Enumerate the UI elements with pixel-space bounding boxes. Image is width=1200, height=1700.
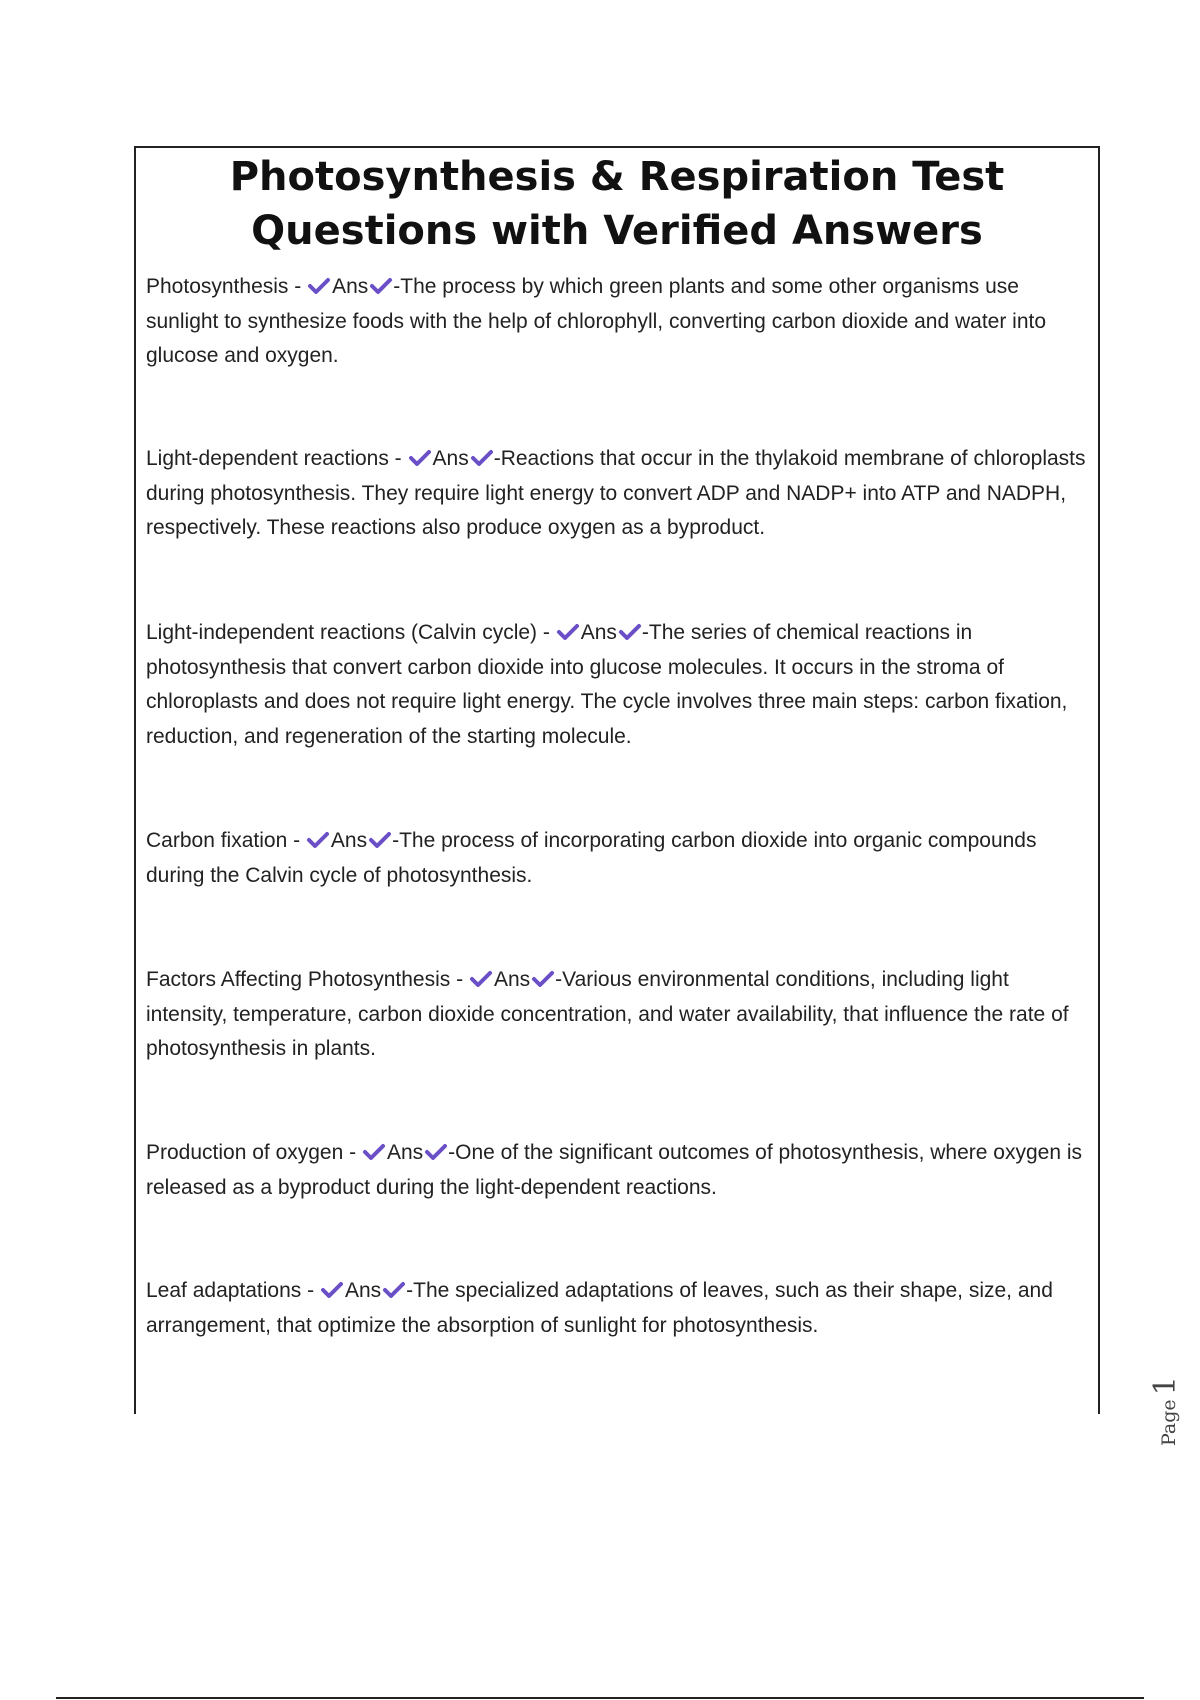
ans-label: Ans bbox=[330, 829, 368, 852]
check-icon bbox=[618, 623, 642, 641]
check-icon bbox=[320, 1281, 344, 1299]
check-icon bbox=[556, 623, 580, 641]
answer: -The specialized adaptations of leaves, such as their shape, size, and arrangement, that optimize the absorption of sunlight for photosynthesis. bbox=[146, 1279, 1053, 1337]
qa-entry bbox=[146, 616, 1094, 754]
ans-label: Ans bbox=[386, 1141, 424, 1164]
answer: -The process of incorporating carbon dioxide into organic compounds during the Calvin cycle of photosynthesis. bbox=[146, 829, 1037, 887]
ans-label: Ans bbox=[344, 1279, 382, 1302]
answer: -The process by which green plants and some other organisms use sunlight to synthesize foods with the help of chlorophyll, converting carbon dioxide and water into glucose and oxygen. bbox=[146, 275, 1047, 367]
check-icon bbox=[470, 449, 494, 467]
check-icon bbox=[368, 831, 392, 849]
check-icon bbox=[424, 1143, 448, 1161]
document-title: Photosynthesis & Respiration Test Questions with Verified Answers bbox=[229, 154, 1005, 254]
term: Leaf adaptations - bbox=[146, 1279, 320, 1302]
answer: -Various environmental conditions, including light intensity, temperature, carbon dioxide concentration, and water availability, that influence the rate of photosynthesis in plants. bbox=[146, 968, 1069, 1060]
page-word: Page bbox=[1158, 1399, 1180, 1446]
answer: -One of the significant outcomes of photosynthesis, where oxygen is released as a byproduct during the light-dependent reactions. bbox=[146, 1141, 1083, 1199]
term: Light-dependent reactions - bbox=[146, 447, 408, 470]
check-icon bbox=[531, 970, 555, 988]
qa-entry bbox=[146, 442, 1094, 546]
check-icon bbox=[306, 831, 330, 849]
answer: -Reactions that occur in the thylakoid membrane of chloroplasts during photosynthesis. They require light energy to convert ADP and NADP+ into ATP and NADPH, respectively. These reactions also produce oxygen as a byproduct. bbox=[146, 447, 1086, 539]
ans-label: Ans bbox=[432, 447, 469, 470]
check-icon bbox=[369, 277, 393, 295]
qa-entry bbox=[146, 1274, 1094, 1343]
check-icon bbox=[469, 970, 493, 988]
ans-label: Ans bbox=[493, 968, 531, 991]
ans-label: Ans bbox=[332, 275, 369, 298]
term: Carbon fixation - bbox=[146, 829, 306, 852]
check-icon bbox=[382, 1281, 406, 1299]
check-icon bbox=[362, 1143, 386, 1161]
term: Factors Affecting Photosynthesis - bbox=[146, 968, 469, 991]
check-icon bbox=[408, 449, 432, 467]
qa-entry bbox=[146, 824, 1094, 893]
check-icon bbox=[307, 277, 331, 295]
ans-label: Ans bbox=[580, 621, 617, 644]
term: Production of oxygen - bbox=[146, 1141, 362, 1164]
qa-entry bbox=[146, 1136, 1094, 1205]
qa-entry bbox=[146, 270, 1094, 374]
term: Light-independent reactions (Calvin cycle) - bbox=[146, 621, 556, 644]
page-number-label bbox=[1148, 1376, 1183, 1446]
footer-divider bbox=[56, 1697, 1144, 1699]
answer: -The series of chemical reactions in photosynthesis that convert carbon dioxide into glucose molecules. It occurs in the stroma of chloroplasts and does not require light energy. The cycle involves three main steps: carbon fixation, reduction, and regeneration of the starting molecule. bbox=[146, 621, 1068, 748]
page-number: 1 bbox=[1148, 1376, 1183, 1396]
term: Photosynthesis - bbox=[146, 275, 308, 298]
qa-entry bbox=[146, 963, 1094, 1067]
